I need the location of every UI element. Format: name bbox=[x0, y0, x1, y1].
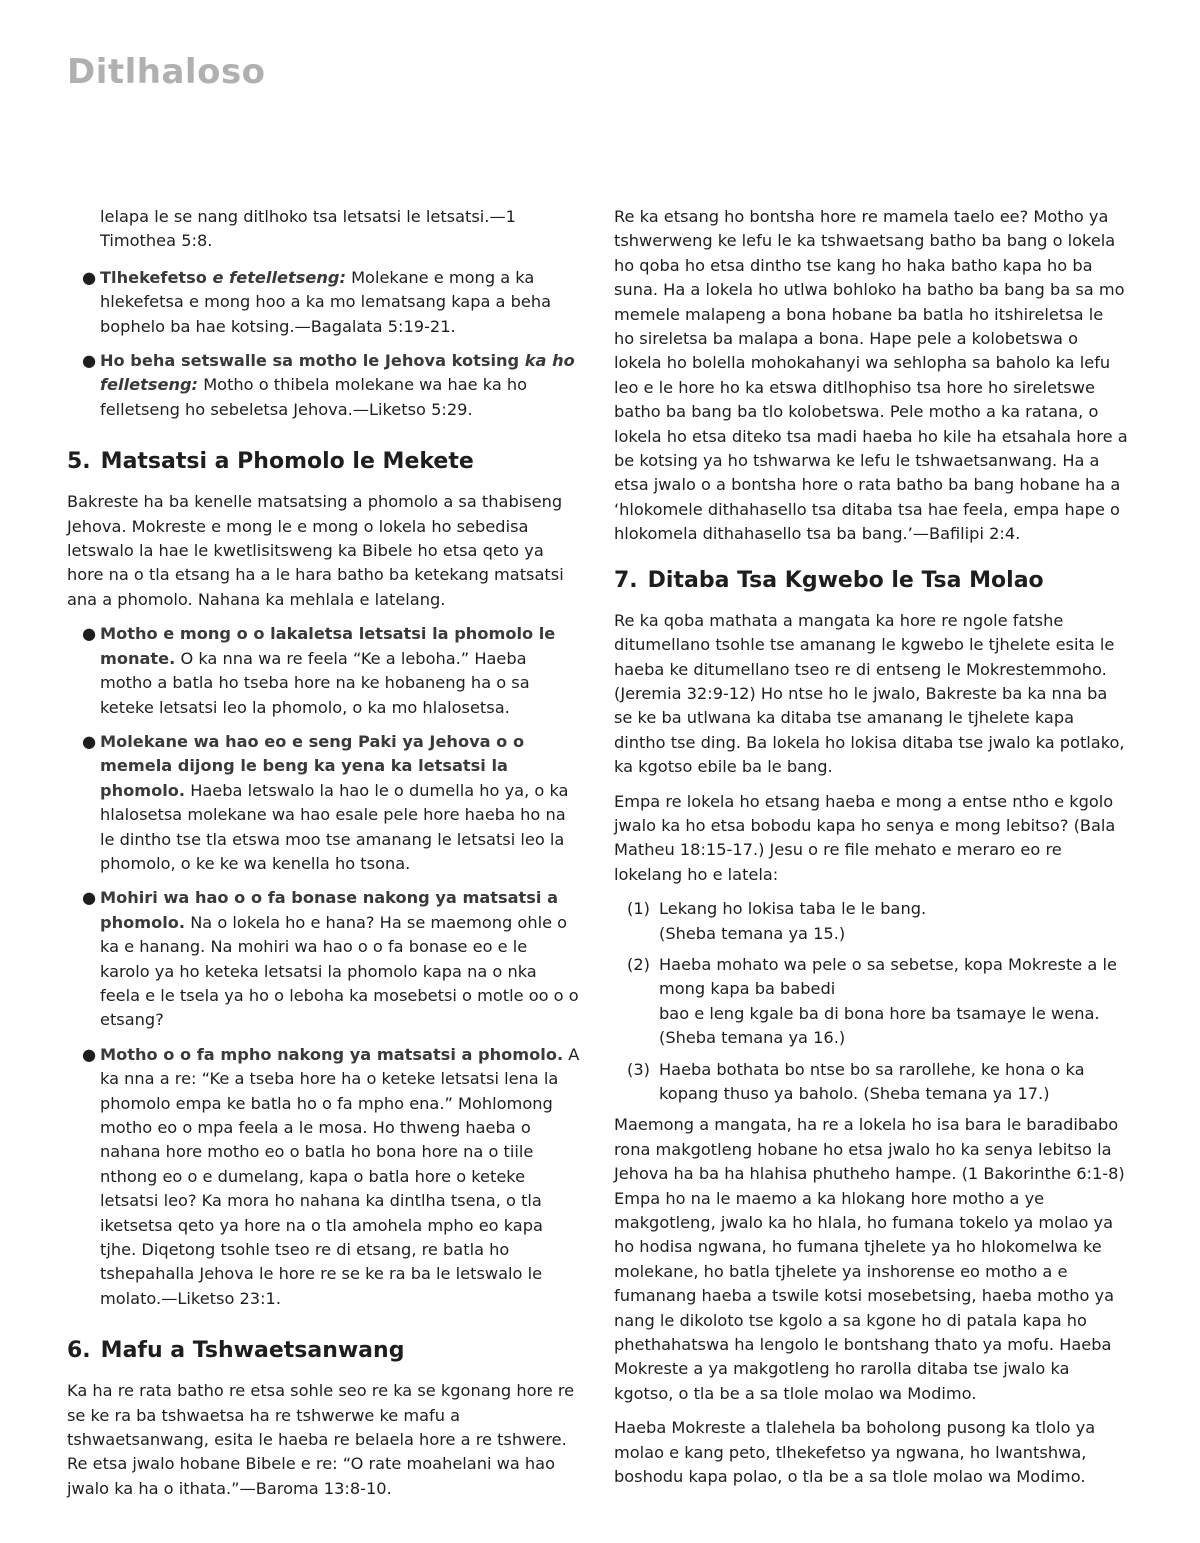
bullet-lead-italic: e fetelletseng: bbox=[206, 267, 346, 287]
bullet-body: Na o lokela ho e hana? Ha se maemong ohle o ka e hanang. Na mohiri wa hao o o fa bonase eo e le karolo ya ho keteka letsatsi la phomolo kapa na o nka feela e le tsela ya ho o leboha ka mosebetsi o motle oo o o etsang? bbox=[100, 912, 579, 1030]
step-marker: (2) bbox=[627, 954, 650, 974]
section-number: 7. bbox=[614, 567, 638, 593]
section-5-bullet-list bbox=[67, 622, 581, 1311]
step-line: Haeba bothata bo ntse bo sa rarollehe, ke hona o ka kopang thuso ya baholo. (Sheba temana ya 17.) bbox=[659, 1059, 1085, 1103]
bullet-icon: ● bbox=[82, 1044, 97, 1064]
bullet-lead: Motho e mong o o lakaletsa letsatsi la phomolo le monate. bbox=[100, 624, 556, 668]
step-line: Haeba mohato wa pele o sa sebetse, kopa Mokreste a le mong kapa ba babedi bbox=[659, 954, 1117, 999]
list-item bbox=[67, 886, 581, 1032]
section-number: 6. bbox=[67, 1338, 91, 1364]
section-7-paragraph-4: Haeba Mokreste a tlalehela ba boholong pusong ka tlolo ya molao e kang peto, tlhekefetso ya ngwana, ho lwantshwa, boshodu kapa polao, o tla be a sa tlole molao wa Modimo. bbox=[614, 1418, 1096, 1487]
section-5-heading bbox=[67, 448, 581, 476]
list-item bbox=[67, 622, 581, 720]
section-title: Ditaba Tsa Kgwebo le Tsa Molao bbox=[647, 567, 1044, 593]
section-title: Mafu a Tshwaetsanwang bbox=[100, 1338, 405, 1364]
top-bullet-list bbox=[67, 266, 581, 422]
section-7-paragraph-3: Maemong a mangata, ha re a lokela ho isa bara le baradibabo rona makgotleng hobane ho etsa jwalo ho ka senya lebitso la Jehova ha ba ha hlahisa phutheho hampe. (1 Bakorinthe 6:1-8) Empa ho na le maemo a ka hlokang hore motho a ye makgotleng, jwalo ka ho hlala, ho fumana tokelo ya molao ya ho hodisa ngwana, ho fumana tjhelete ya ho hlokomelwa ke molekane, ho batla tjhelete ya inshorense eo motho a e fumanang haeba a tswile kotsi mosebetsing, haeba motho ya nang le dikoloto tse kgolo a sa kgone ho di patala kapa ho phethahatswa ha lengolo le bontshang thato ya mofu. Haeba Mokreste a ya makgotleng ho rarolla ditaba tse jwalo ka kgotso, o tla be a sa tlole molao wa Modimo. bbox=[614, 1115, 1125, 1403]
page-title: Ditlhaloso bbox=[67, 52, 266, 92]
bullet-lead: Mohiri wa hao o o fa bonase nakong ya matsatsi a phomolo. bbox=[100, 888, 559, 932]
bullet-icon: ● bbox=[82, 624, 97, 644]
step-item bbox=[614, 953, 1128, 1051]
section-6-heading bbox=[67, 1337, 581, 1365]
bullet-icon: ● bbox=[82, 351, 97, 371]
right-column bbox=[614, 205, 1128, 1500]
bullet-icon: ● bbox=[82, 267, 97, 287]
list-item bbox=[67, 349, 581, 422]
section-number: 5. bbox=[67, 449, 91, 475]
step-line: Lekang ho lokisa taba le le bang. bbox=[659, 899, 927, 919]
bullet-body: Motho o thibela molekane wa hae ka ho felletseng ho sebeletsa Jehova.—Liketso 5:29. bbox=[100, 375, 528, 419]
bullet-lead: Motho o o fa mpho nakong ya matsatsi a phomolo. bbox=[100, 1044, 564, 1064]
bullet-body: A ka nna a re: “Ke a tseba hore ha o keteke letsatsi lena la phomolo empa ke batla ho o fa mpho ena.” Mohlomong motho eo o mpa feela a le mosa. Ho thweng haeba o nahana hore motho eo o batla ho bona hore na o tiile nthong eo o e dumelang, kapa o batla hore o keteke letsatsi leo? Ka mora ho nahana ka dintlha tsena, o tla iketsetsa qeto ya hore na o tla amohela mpho eo kapa tjhe. Diqetong tsohle tseo re di etsang, re batla ho tshepahalla Jehova le hore re se ke ra ba le letswalo le molato.—Liketso 23:1. bbox=[100, 1044, 580, 1308]
step-line: (Sheba temana ya 16.) bbox=[659, 1028, 846, 1048]
list-item bbox=[67, 1043, 581, 1311]
bullet-lead: Tlhekefetso bbox=[100, 267, 207, 287]
step-line: (Sheba temana ya 15.) bbox=[659, 923, 846, 943]
bullet-body: O ka nna wa re feela “Ke a leboha.” Haeba motho a batla ho tseba hore na ke hobaneng ha o sa keteke letsatsi leo la phomolo, o ka mo hlalosetsa. bbox=[100, 648, 530, 717]
section-6-continuation: Re ka etsang ho bontsha hore re mamela taelo ee? Motho ya tshwerweng ke lefu le ka tshwaetsang batho ba bang o lokela ho qoba ho etsa dintho tse kang ho haka batho kapa ho ba suna. Ha a lokela ho utlwa bohloko ha batho ba bang ba sa mo memele malapeng a bona hobane ba batla ho itshireletsa le ho sireletsa ba malapa a bona. Hape pele a kolobetswa o lokela ho bolella mohokahanyi wa sehlopha sa baholo ka lefu leo e le hore ho ka etswa ditlhophiso tsa hore ho sireletswe batho ba bang ba tlo kolobetswa. Pele motho a ka ratana, o lokela ho etsa diteko tsa madi haeba ho kile ha etsahala hore a be kotsing ya ho tshwarwa ke lefu le tshwaetsanwang. Ha a etsa jwalo o a bontsha hore o rata batho ba bang hobane ha a ‘hlokomele dithahasello tsa ditaba tsa hae feela, empa hape o hlokomela dithahasello tsa ba bang.’—Bafilipi 2:4. bbox=[614, 207, 1128, 544]
list-item bbox=[67, 266, 581, 339]
bullet-lead-italic: ka ho felletseng: bbox=[100, 351, 575, 395]
bullet-body: Molekane e mong a ka hlekefetsa e mong hoo a ka mo lematsang kapa a beha bophelo ba hae kotsing.—Bagalata 5:19-21. bbox=[100, 267, 552, 336]
step-item bbox=[614, 897, 1128, 946]
bullet-body: Haeba letswalo la hao le o dumella ho ya, o ka hlalosetsa molekane wa hao esale pele hore haeba ho na le dintho tse tla etswa moo tse amanang le letsatsi leo la phomolo, o ke ke wa kenella ho tsona. bbox=[100, 780, 569, 873]
section-6-paragraph: Ka ha re rata batho re etsa sohle seo re ka se kgonang hore re se ke ra ba tshwaetsa ha re tshwerwe ke mafu a tshwaetsanwang, esita le haeba re belaela hore a re tshwere. Re etsa jwalo hobane Bibele e re: “O rate moahelani wa hao jwalo ka ha o ithata.”—Baroma 13:8-10. bbox=[67, 1381, 575, 1498]
section-7-paragraph-1: Re ka qoba mathata a mangata ka hore re ngole fatshe ditumellano tsohle tse amanang le kgwebo le tjhelete esita le haeba ke ditumellano tseo re di entseng le Mokrestemmoho. (Jeremia 32:9-12) Ho ntse ho le jwalo, Bakreste ba ka nna ba se ke ba utlwana ka ditaba tse amanang le tjhelete kapa dintho tse ding. Ba lokela ho lokisa ditaba tse jwalo ka potlako, ka kgotso ebile ba le bang. bbox=[614, 610, 1125, 777]
steps-list bbox=[614, 897, 1128, 1106]
left-column bbox=[67, 205, 581, 1511]
list-item bbox=[67, 730, 581, 876]
step-marker: (1) bbox=[627, 899, 650, 919]
step-item bbox=[614, 1058, 1128, 1107]
step-marker: (3) bbox=[627, 1059, 650, 1079]
section-title: Matsatsi a Phomolo le Mekete bbox=[100, 449, 474, 475]
bullet-lead: Molekane wa hao eo e seng Paki ya Jehova o o memela dijong le beng ka yena ka letsatsi la phomolo. bbox=[100, 731, 525, 800]
section-7-heading bbox=[614, 567, 1128, 595]
step-line: bao e leng kgale ba di bona hore ba tsamaye le wena. bbox=[659, 1003, 1100, 1023]
intro-continuation: lelapa le se nang ditlhoko tsa letsatsi le letsatsi.—1 Timothea 5:8. bbox=[100, 207, 516, 251]
bullet-icon: ● bbox=[82, 888, 97, 908]
section-7-paragraph-2: Empa re lokela ho etsang haeba e mong a entse ntho e kgolo jwalo ka ho etsa bobodu kapa ho senya e mong lebitso? (Bala Matheu 18:15-17.) Jesu o re file mehato e meraro eo re lokelang ho e latela: bbox=[614, 791, 1116, 884]
bullet-icon: ● bbox=[82, 731, 97, 751]
section-5-intro: Bakreste ha ba kenelle matsatsing a phomolo a sa thabiseng Jehova. Mokreste e mong le e mong o lokela ho sebedisa letswalo la hae le kwetlisitsweng ka Bibele ho etsa qeto ya hore na o tla etsang ha a le hara batho ba ketekang matsatsi ana a phomolo. Nahana ka mehlala e latelang. bbox=[67, 492, 564, 609]
bullet-lead: Ho beha setswalle sa motho le Jehova kotsing bbox=[100, 351, 520, 371]
